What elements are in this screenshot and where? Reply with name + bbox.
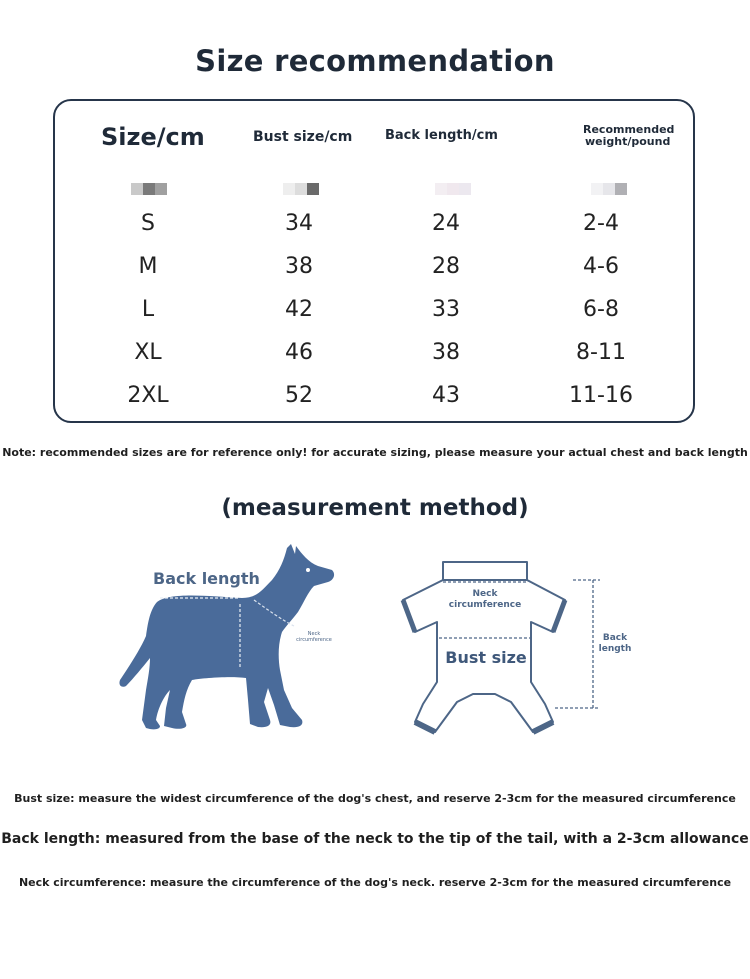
dog-label-neck: Neck circumference [296,631,332,643]
cell-back: 24 [432,211,460,236]
garment-sleeve-cuff-right [553,600,565,632]
desc-bust: Bust size: measure the widest circumference of the dog's chest, and reserve 2-3cm for the measured circumference [14,792,736,805]
size-table [53,99,695,423]
header-weight-line2: weight/pound [585,135,671,148]
header-weight [583,124,674,148]
cell-size: XL [134,340,162,365]
garment-label-back [596,633,634,655]
garment-leg-cuff-right [533,722,553,732]
method-title: (measurement method) [221,495,529,521]
cell-weight: 2-4 [583,211,619,236]
cell-back: 38 [432,340,460,365]
cell-size: 2XL [127,383,169,408]
dog-label-back-length: Back length [153,569,260,588]
garment-label-bust: Bust size [445,648,527,667]
cell-size: L [141,297,155,322]
garment-sleeve-cuff-left [403,600,415,632]
header-size: Size/cm [101,123,205,151]
cell-bust: 42 [285,297,313,322]
cell-weight: 11-16 [569,383,633,408]
cell-bust: 34 [285,211,313,236]
garment-label-neck-line1: Neck [472,589,498,599]
garment-label-back-line1: Back [602,633,628,643]
header-back: Back length/cm [385,128,498,143]
desc-back: Back length: measured from the base of the neck to the tip of the tail, with a 2-3cm allowance [1,831,749,847]
cell-size: S [141,211,155,236]
dog-eye [306,568,310,572]
sizing-note: Note: recommended sizes are for reference only! for accurate sizing, please measure your actual chest and back length [2,446,748,459]
garment-label-neck [430,589,540,611]
cell-size: M [138,254,158,279]
desc-neck: Neck circumference: measure the circumference of the dog's neck. reserve 2-3cm for the measured circumference [18,876,732,889]
cell-bust: 38 [285,254,313,279]
cell-back: 28 [432,254,460,279]
swatch-weight [591,180,631,192]
cell-weight: 4-6 [583,254,619,279]
cell-back: 43 [432,383,460,408]
swatch-size [131,180,167,192]
cell-weight: 6-8 [583,297,619,322]
header-bust: Bust size/cm [253,129,353,145]
garment-label-neck-line2: circumference [448,600,522,610]
garment-label-back-line2: length [598,644,632,654]
dog-label-bust: Bust size [206,682,242,690]
cell-bust: 52 [285,383,313,408]
page-title: Size recommendation [195,44,555,78]
header-weight-line1: Recommended [583,123,675,136]
garment-leg-cuff-left [415,722,435,732]
cell-back: 33 [432,297,460,322]
garment-collar [443,562,527,580]
cell-weight: 8-11 [576,340,626,365]
swatch-bust [283,180,323,192]
cell-bust: 46 [285,340,313,365]
swatch-back [435,180,475,192]
